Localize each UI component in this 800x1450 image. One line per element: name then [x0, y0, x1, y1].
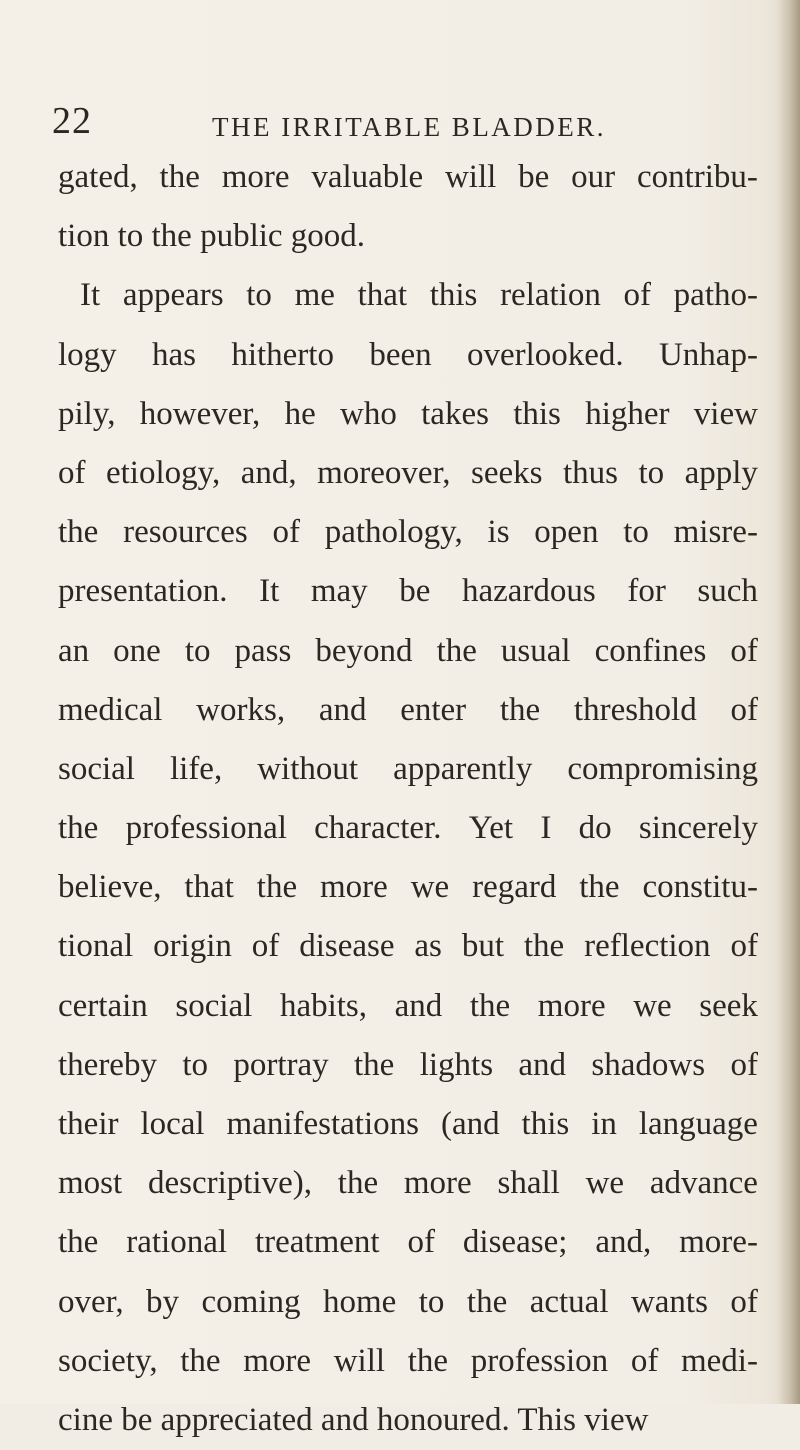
text-line: social life, without apparently compromising [58, 750, 758, 787]
body-text [58, 148, 758, 1450]
page-number: 22 [52, 100, 92, 142]
running-title: THE IRRITABLE BLADDER. [212, 112, 607, 142]
text-line: the resources of pathology, is open to misre- [58, 514, 758, 551]
text-line: their local manifestations (and this in language [58, 1106, 758, 1142]
text-line: pily, however, he who takes this higher view [58, 395, 758, 432]
text-line: medical works, and enter the threshold of [58, 691, 758, 728]
text-line: thereby to portray the lights and shadows of [58, 1046, 758, 1083]
text-line: tional origin of disease as but the reflection of [58, 928, 758, 965]
text-line: gated, the more valuable will be our contribu- [58, 159, 758, 195]
page-header [52, 98, 752, 148]
text-line: society, the more will the profession of medi- [58, 1342, 758, 1379]
text-line: the rational treatment of disease; and, more- [58, 1224, 758, 1261]
text-line: over, by coming home to the actual wants of [58, 1283, 758, 1320]
text-line: believe, that the more we regard the constitu- [58, 869, 758, 906]
text-line: presentation. It may be hazardous for such [58, 573, 758, 610]
text-line: certain social habits, and the more we seek [58, 987, 758, 1024]
text-line: of etiology, and, moreover, seeks thus to apply [58, 454, 758, 491]
text-line: the professional character. Yet I do sincerely [58, 810, 758, 847]
text-line: tion to the public good. [58, 218, 366, 255]
text-line: an one to pass beyond the usual confines of [58, 632, 758, 669]
page-edge-shadow [778, 0, 800, 1404]
text-line: cine be appreciated and honoured. This view [58, 1401, 649, 1438]
text-line: It appears to me that this relation of patho- [80, 277, 758, 314]
text-line: most descriptive), the more shall we advance [58, 1165, 758, 1202]
text-line: logy has hitherto been overlooked. Unhap- [58, 336, 758, 373]
